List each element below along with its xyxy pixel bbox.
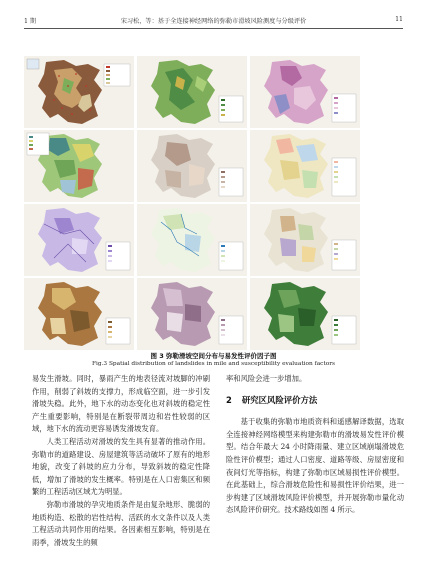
map-panel-factor-aspect xyxy=(137,278,247,350)
right-paragraph-2: 基于收集的弥勒市地质资料和遥感解译数据，选取全连接神经网络模型来构建弥勒市的滑坡易发性评价模型。结合年最大 24 小时降雨量、建立区域崩塌滑坡危险性评价模型；通过人口密度、道路等级、房屋密度和夜间灯光等指标，构建了弥勒市区域易损性评价模型。在此基础上，综合滑坡危险性和易损性评价结果，进一步构建了区域滑坡风险评价模型，并开展弥勒市量化动态风险评价研究。技术路线如图 4 所示。 xyxy=(226,417,404,515)
map-panel-factor-geology xyxy=(24,130,134,202)
right-column xyxy=(226,373,404,517)
left-paragraph-2: 人类工程活动对滑坡的发生具有显著的推动作用。弥勒市的道路建设、房屋建筑等活动破坏了原有的地形地貌，改变了斜坡的应力分布，导致斜坡的稳定性降低，增加了滑坡的发生概率。特别是在人口密集区和频繁的工程活动区域尤为明显。 xyxy=(32,436,210,497)
map-panel-factor-lithology xyxy=(250,130,360,202)
map-panel-factor-green xyxy=(137,56,247,128)
map-panel-factor-vegetation xyxy=(250,278,360,350)
figure-caption-cn: 图 3 弥勒滑坡空间分布与易发性评价因子图 xyxy=(150,352,277,360)
map-panel-factor-rivers xyxy=(137,204,247,276)
figure-3-map-grid xyxy=(24,56,361,348)
map-panel-factor-pink xyxy=(250,56,360,128)
map-panel-factor-roads xyxy=(24,204,134,276)
issue-number: 1 期 xyxy=(24,18,37,25)
right-paragraph-1: 率和风险会进一步增加。 xyxy=(226,374,307,383)
left-paragraph-3: 弥勒市滑坡的孕灾地质条件是由复杂地形、脆弱的地质构造、松散的岩性结构、活跃的水文条件以及人类工程活动共同作用的结果。各因素相互影响，特别是在雨季，滑坡发生的频 xyxy=(32,499,210,547)
section-heading xyxy=(226,394,404,407)
landslide-distribution-map xyxy=(24,56,134,128)
running-title: 宋习松，等：基于全连接神经网络的弥勒市滑坡风险测度与分级评价 xyxy=(120,18,307,25)
left-column xyxy=(32,373,210,549)
left-paragraph-1: 易发生滑坡。同时，暴雨产生的地表径流对坡脚的冲刷作用，削弱了斜坡的支撑力，形成临空面，进一步引发滑坡失稳。此外，地下水的动态变化也对斜坡的稳定性产生重要影响，特别是在断裂带周边和岩性较弱的区域，地下水的流动更容易诱发滑坡发育。 xyxy=(32,374,210,434)
header-rule xyxy=(24,28,403,29)
page-number: 11 xyxy=(395,16,403,23)
section-title: 研究区风险评价方法 xyxy=(241,394,318,405)
map-panel-factor-slope xyxy=(137,130,247,202)
running-header xyxy=(24,14,403,28)
section-number: 2 xyxy=(226,394,232,405)
map-panel-factor-relief xyxy=(250,204,360,276)
figure-caption-en: Fig.3 Spatial distribution of landslides in mile and susceptibility evaluation factors xyxy=(92,361,335,367)
map-panel-landslide-distribution xyxy=(24,56,134,128)
map-panel-factor-elevation xyxy=(24,278,134,350)
